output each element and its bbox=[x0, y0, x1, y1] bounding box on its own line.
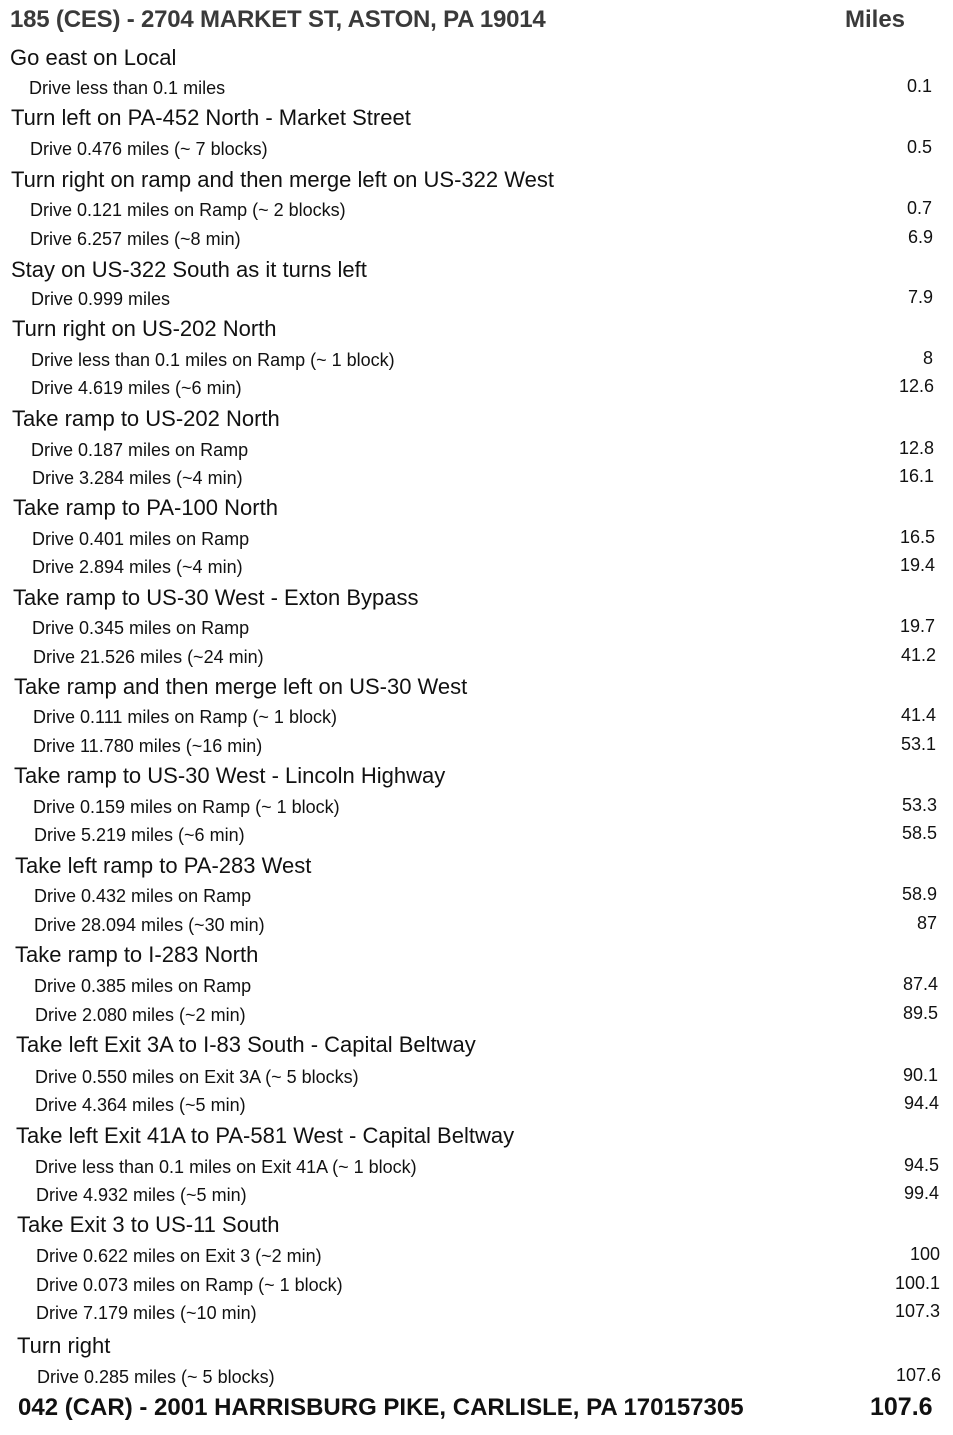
direction-detail: Drive 0.550 miles on Exit 3A (~ 5 blocks) bbox=[35, 1067, 359, 1087]
direction-step: Take ramp to PA-100 North bbox=[13, 495, 278, 520]
direction-step: Turn right on ramp and then merge left on US-322 West bbox=[11, 167, 554, 192]
cumulative-miles: 0.1 bbox=[906, 76, 932, 96]
cumulative-miles: 58.5 bbox=[901, 823, 937, 843]
direction-detail: Drive 0.345 miles on Ramp bbox=[32, 618, 250, 638]
direction-detail: Drive 0.622 miles on Exit 3 (~2 min) bbox=[36, 1246, 322, 1266]
cumulative-miles: 89.5 bbox=[902, 1003, 938, 1023]
cumulative-miles: 107.3 bbox=[894, 1301, 940, 1321]
cumulative-miles: 19.7 bbox=[899, 616, 935, 636]
direction-detail: Drive less than 0.1 miles on Ramp (~ 1 block) bbox=[31, 350, 395, 370]
direction-detail: Drive 7.179 miles (~10 min) bbox=[36, 1303, 257, 1323]
cumulative-miles: 87.4 bbox=[902, 974, 938, 994]
cumulative-miles: 53.1 bbox=[900, 734, 936, 754]
direction-detail: Drive 0.476 miles (~ 7 blocks) bbox=[30, 139, 268, 159]
direction-step: Take ramp and then merge left on US-30 West bbox=[14, 674, 468, 699]
direction-detail: Drive 0.999 miles bbox=[31, 289, 171, 309]
direction-step: Stay on US-322 South as it turns left bbox=[11, 257, 367, 282]
origin-address-heading: 185 (CES) - 2704 MARKET ST, ASTON, PA 19014 bbox=[10, 6, 546, 33]
cumulative-miles: 0.5 bbox=[906, 137, 932, 157]
direction-step: Take left Exit 3A to I-83 South - Capital Beltway bbox=[16, 1032, 476, 1057]
direction-detail: Drive less than 0.1 miles bbox=[29, 78, 226, 98]
cumulative-miles: 58.9 bbox=[901, 884, 937, 904]
direction-step: Take ramp to US-202 North bbox=[12, 406, 280, 431]
direction-step: Take left Exit 41A to PA-581 West - Capital Beltway bbox=[16, 1123, 515, 1148]
cumulative-miles: 90.1 bbox=[902, 1065, 938, 1085]
cumulative-miles: 8 bbox=[922, 348, 933, 368]
direction-detail: Drive 0.285 miles (~ 5 blocks) bbox=[37, 1367, 275, 1387]
direction-step: Turn right bbox=[17, 1333, 111, 1358]
direction-detail: Drive 0.432 miles on Ramp bbox=[34, 886, 252, 906]
miles-column-heading: Miles bbox=[845, 6, 906, 33]
cumulative-miles: 94.5 bbox=[903, 1155, 939, 1175]
cumulative-miles: 6.9 bbox=[907, 227, 933, 247]
direction-step: Go east on Local bbox=[10, 45, 177, 70]
cumulative-miles: 41.2 bbox=[900, 645, 936, 665]
direction-detail: Drive 0.187 miles on Ramp bbox=[31, 440, 249, 460]
cumulative-miles: 19.4 bbox=[899, 555, 935, 575]
direction-detail: Drive 0.401 miles on Ramp bbox=[32, 529, 250, 549]
direction-detail: Drive 4.932 miles (~5 min) bbox=[36, 1185, 247, 1205]
direction-step: Take ramp to US-30 West - Lincoln Highway bbox=[14, 763, 446, 788]
direction-step: Take Exit 3 to US-11 South bbox=[17, 1212, 280, 1237]
direction-detail: Drive 2.894 miles (~4 min) bbox=[32, 557, 243, 577]
cumulative-miles: 16.5 bbox=[899, 527, 935, 547]
cumulative-miles: 16.1 bbox=[898, 466, 934, 486]
direction-step: Turn left on PA-452 North - Market Street bbox=[11, 105, 411, 130]
direction-detail: Drive 5.219 miles (~6 min) bbox=[34, 825, 245, 845]
direction-detail: Drive 3.284 miles (~4 min) bbox=[32, 468, 243, 488]
cumulative-miles: 94.4 bbox=[903, 1093, 939, 1113]
cumulative-miles: 12.8 bbox=[898, 438, 934, 458]
direction-detail: Drive 4.619 miles (~6 min) bbox=[31, 378, 242, 398]
destination-address: 042 (CAR) - 2001 HARRISBURG PIKE, CARLISLE, PA 170157305 bbox=[18, 1394, 744, 1421]
total-miles: 107.6 bbox=[870, 1393, 933, 1421]
cumulative-miles: 87 bbox=[916, 913, 937, 933]
cumulative-miles: 41.4 bbox=[900, 705, 936, 725]
direction-step: Take left ramp to PA-283 West bbox=[15, 853, 312, 878]
direction-step: Take ramp to I-283 North bbox=[15, 942, 259, 967]
cumulative-miles: 99.4 bbox=[903, 1183, 939, 1203]
direction-detail: Drive 0.159 miles on Ramp (~ 1 block) bbox=[33, 797, 340, 817]
cumulative-miles: 0.7 bbox=[906, 198, 932, 218]
direction-detail: Drive 0.111 miles on Ramp (~ 1 block) bbox=[33, 707, 337, 727]
direction-step: Turn right on US-202 North bbox=[12, 316, 277, 341]
cumulative-miles: 12.6 bbox=[898, 376, 934, 396]
direction-detail: Drive 11.780 miles (~16 min) bbox=[33, 736, 263, 756]
direction-step: Take ramp to US-30 West - Exton Bypass bbox=[13, 585, 419, 610]
direction-detail: Drive 2.080 miles (~2 min) bbox=[35, 1005, 246, 1025]
direction-detail: Drive 0.385 miles on Ramp bbox=[34, 976, 252, 996]
direction-detail: Drive 0.121 miles on Ramp (~ 2 blocks) bbox=[30, 200, 346, 220]
direction-detail: Drive 21.526 miles (~24 min) bbox=[33, 647, 264, 667]
direction-detail: Drive 28.094 miles (~30 min) bbox=[34, 915, 265, 935]
direction-detail: Drive 4.364 miles (~5 min) bbox=[35, 1095, 246, 1115]
direction-detail: Drive 6.257 miles (~8 min) bbox=[30, 229, 241, 249]
cumulative-miles: 53.3 bbox=[901, 795, 937, 815]
cumulative-miles: 107.6 bbox=[895, 1365, 941, 1385]
cumulative-miles: 7.9 bbox=[907, 287, 933, 307]
direction-detail: Drive less than 0.1 miles on Exit 41A (~ 1 block) bbox=[35, 1157, 417, 1177]
cumulative-miles: 100.1 bbox=[894, 1273, 940, 1293]
direction-detail: Drive 0.073 miles on Ramp (~ 1 block) bbox=[36, 1275, 343, 1295]
cumulative-miles: 100 bbox=[909, 1244, 940, 1264]
